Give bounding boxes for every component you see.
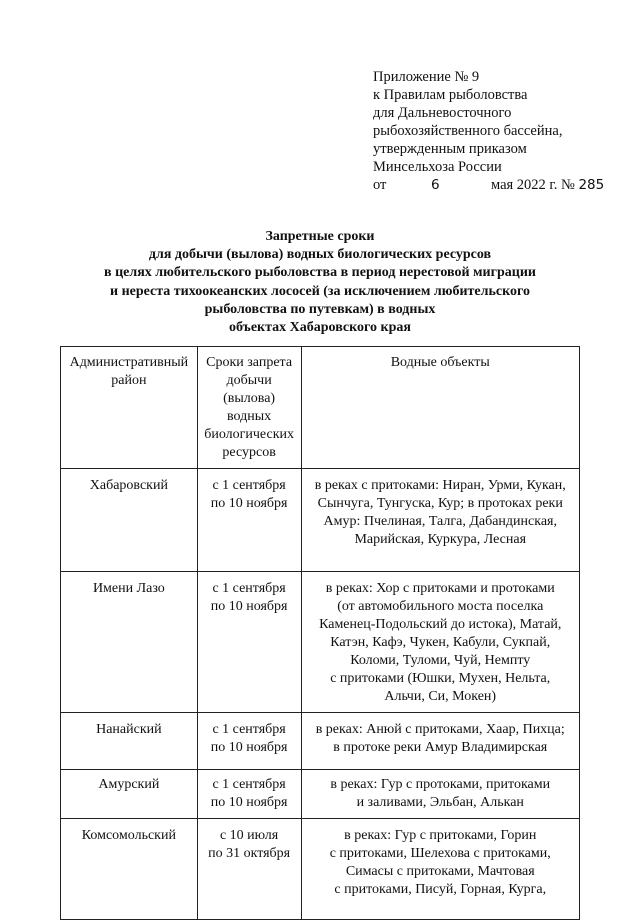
- annex-approved: утвержденным приказом: [373, 141, 527, 157]
- table-row: [61, 770, 580, 819]
- table-row: [61, 572, 580, 713]
- annex-basin-line2: рыбохозяйственного бассейна,: [373, 123, 563, 139]
- header-district: Административный район: [61, 347, 198, 469]
- title-line: Запретные сроки: [265, 229, 375, 244]
- period-cell: с 1 сентября по 10 ноября: [197, 713, 301, 770]
- waters-cell: в реках: Гур с протоками, притоками и заливами, Эльбан, Алькан: [301, 770, 580, 819]
- waters-cell: в реках с притоками: Ниран, Урми, Кукан, Сынчуга, Тунгуска, Кур; в протоках реки Амур: Пчелиная, Талга, Дабандинская, Марийская, Куркура, Лесная: [301, 469, 580, 572]
- annex-date-prefix: от: [373, 177, 387, 193]
- table-row: [61, 713, 580, 770]
- document-title: [60, 228, 580, 337]
- title-line: для добычи (вылова) водных биологических ресурсов: [148, 247, 492, 263]
- annex-number: Приложение № 9: [373, 69, 480, 85]
- annex-ministry: Минсельхоза России: [373, 159, 502, 175]
- header-waters: Водные объекты: [301, 347, 580, 469]
- period-cell: с 1 сентября по 10 ноября: [197, 572, 301, 713]
- table-row: [61, 819, 580, 920]
- waters-cell: в реках: Хор с притоками и протоками (от автомобильного моста поселка Каменец-Подольский до истока), Матай, Катэн, Кафэ, Чукен, Кабули, Сукпай, Коломи, Туломи, Чуй, Немпту с притоками (Юшки, Мухен, Нельта, Альчи, Си, Мокен): [301, 572, 580, 713]
- annex-order-number: 285: [578, 177, 605, 193]
- table-header-row: [61, 347, 580, 469]
- waters-cell: в реках: Гур с притоками, Горин с притоками, Шелехова с притоками, Симасы с притоками, Мачтовая с притоками, Писуй, Горная, Курга,: [301, 819, 580, 920]
- period-cell: с 10 июля по 31 октября: [197, 819, 301, 920]
- district-cell: Амурский: [61, 770, 198, 819]
- annex-basin-line1: для Дальневосточного: [373, 105, 512, 121]
- ban-periods-table: [60, 346, 580, 920]
- annex-date-rest: мая 2022 г. №: [491, 177, 575, 193]
- title-line: объектах Хабаровского края: [229, 320, 411, 336]
- title-line: рыболовства по путевкам) в водных: [204, 301, 436, 317]
- table-row: [61, 469, 580, 572]
- waters-cell: в реках: Анюй с притоками, Хаар, Пихца; в протоке реки Амур Владимирская: [301, 713, 580, 770]
- title-line: и нереста тихоокеанских лососей (за исключением любительского: [110, 283, 530, 299]
- title-line: в целях любительского рыболовства в период нерестовой миграции: [104, 265, 536, 281]
- annex-header: [373, 68, 623, 194]
- district-cell: Хабаровский: [61, 469, 198, 572]
- district-cell: Комсомольский: [61, 819, 198, 920]
- period-cell: с 1 сентября по 10 ноября: [197, 770, 301, 819]
- annex-date-day: 6: [431, 177, 440, 193]
- header-period: Сроки запрета добычи (вылова) водных биологических ресурсов: [197, 347, 301, 469]
- annex-rules-ref: к Правилам рыболовства: [373, 87, 528, 103]
- district-cell: Имени Лазо: [61, 572, 198, 713]
- district-cell: Нанайский: [61, 713, 198, 770]
- period-cell: с 1 сентября по 10 ноября: [197, 469, 301, 572]
- annex-date-line: [373, 176, 623, 194]
